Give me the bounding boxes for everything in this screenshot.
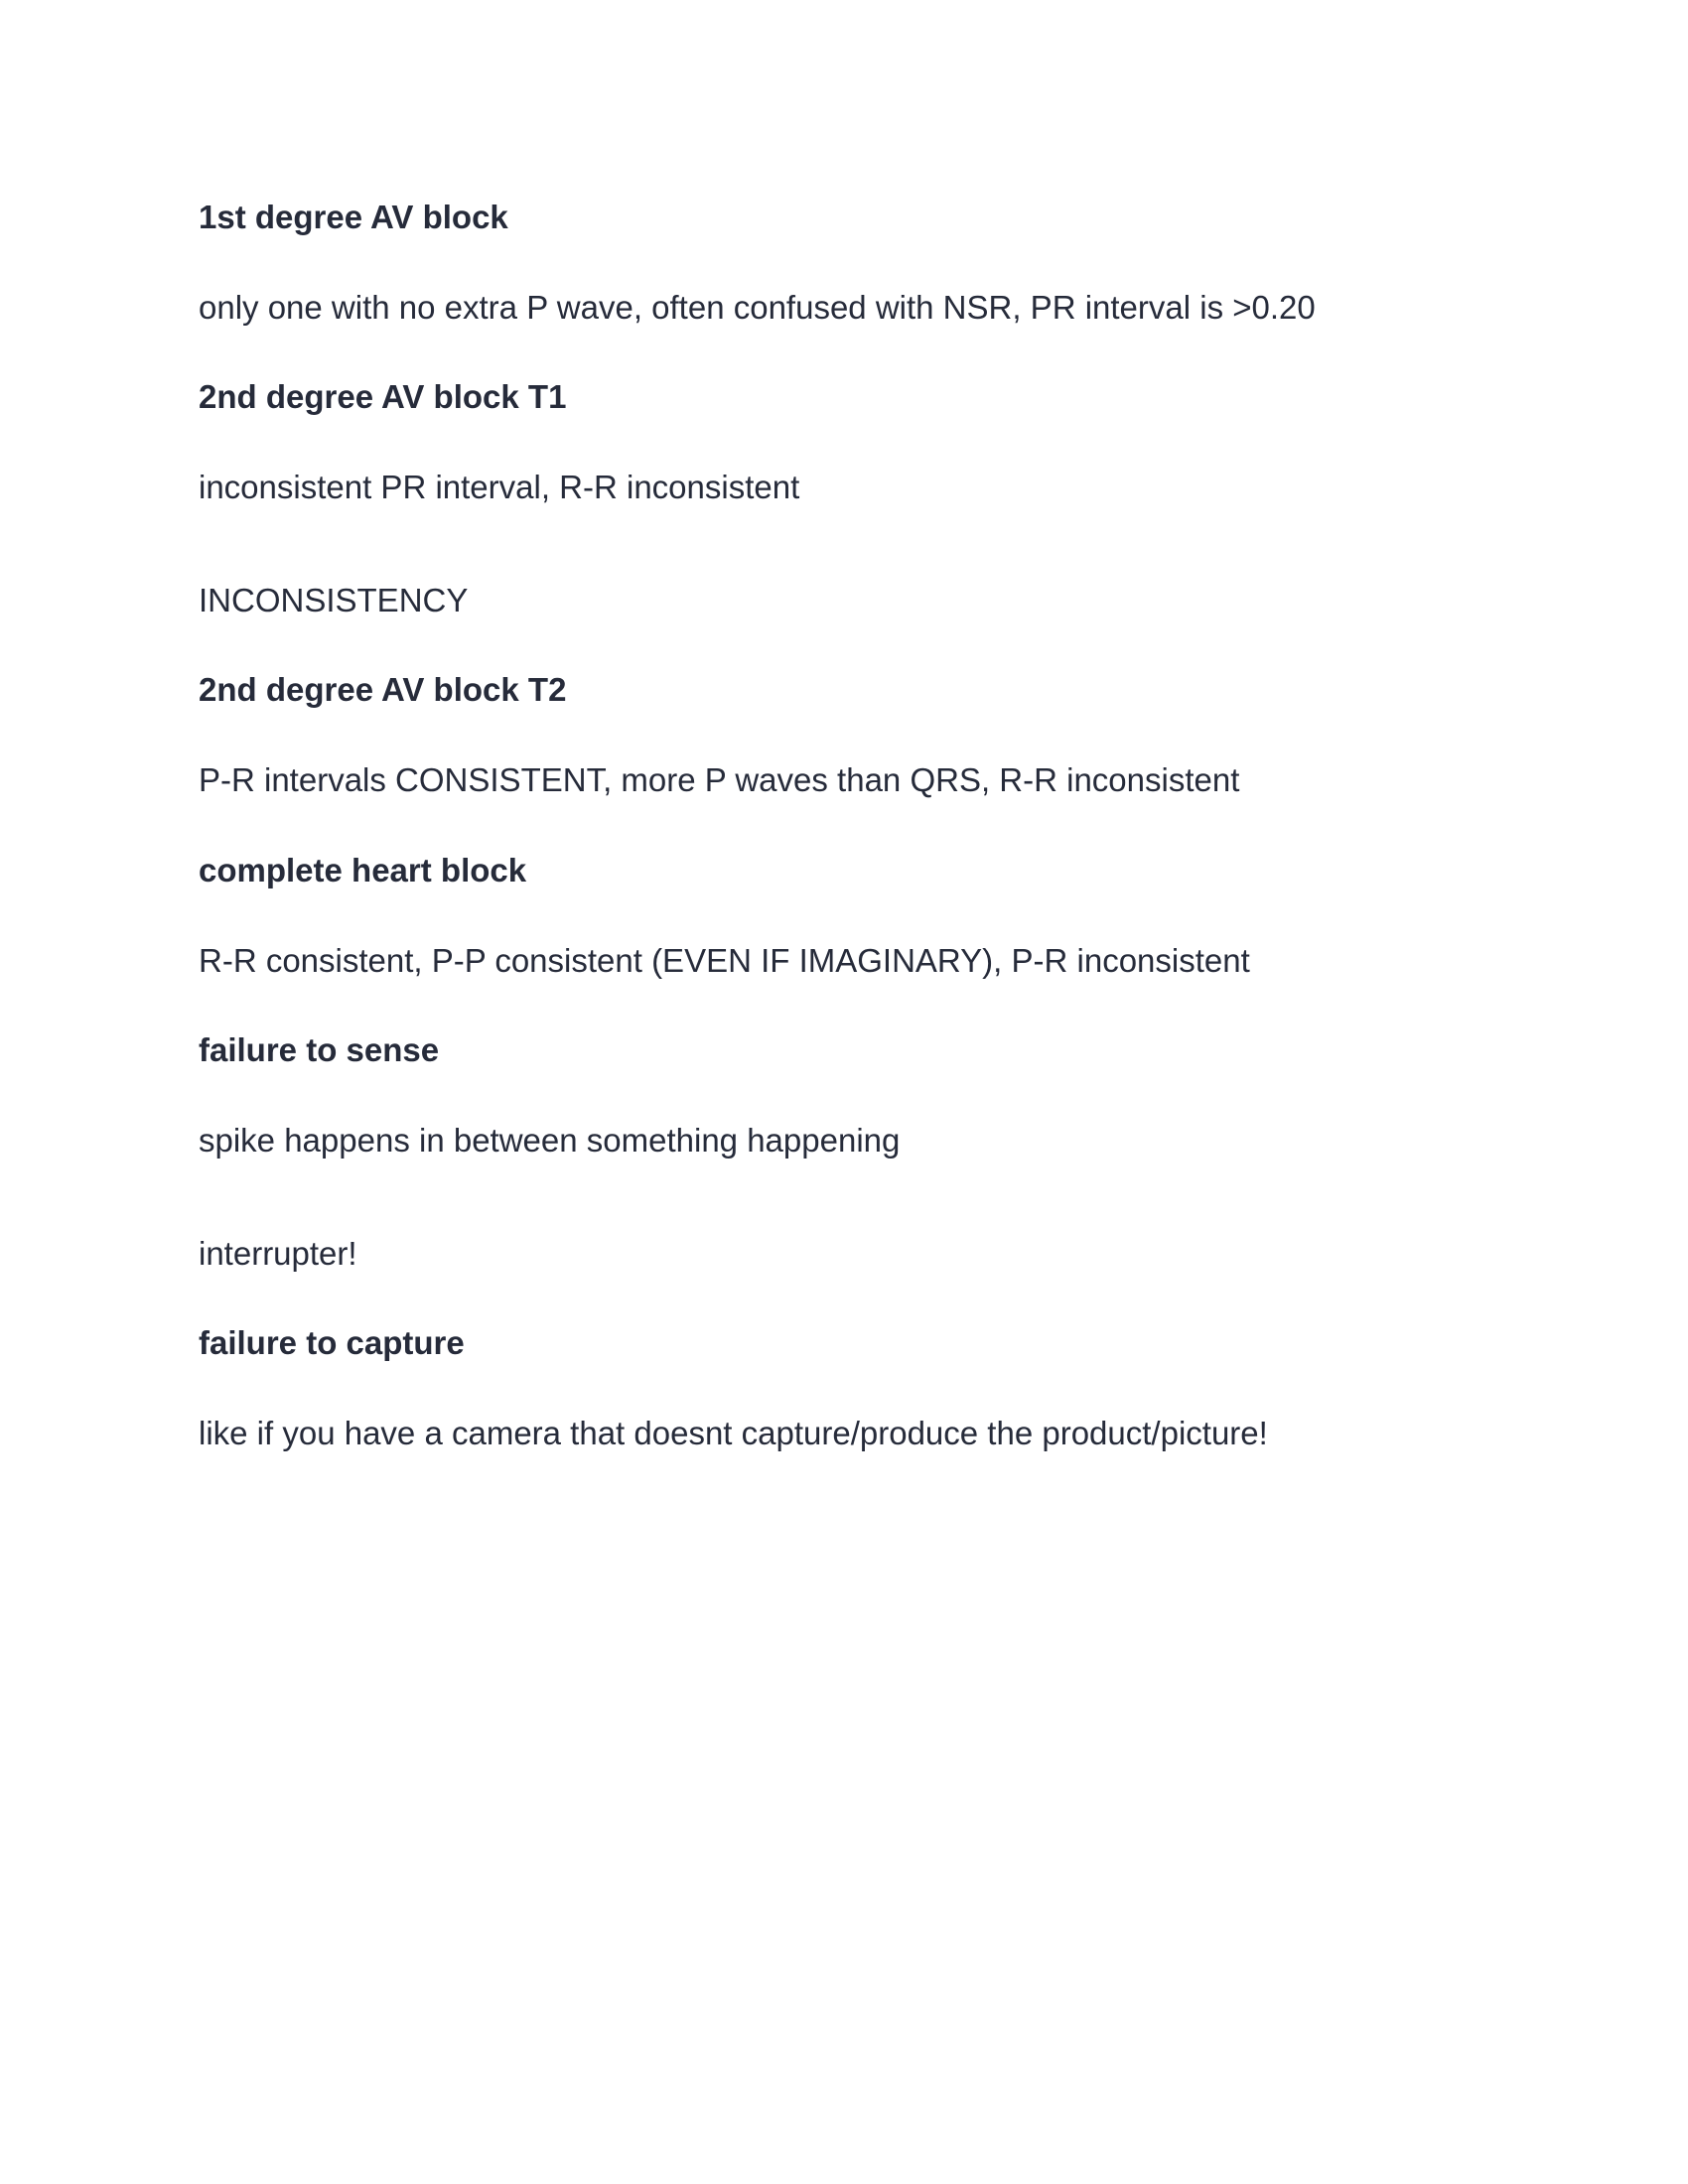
term-1st-degree-av-block: 1st degree AV block [199,199,508,235]
term-2nd-degree-av-block-t2: 2nd degree AV block T2 [199,671,567,708]
term-failure-to-capture: failure to capture [199,1324,465,1361]
term-complete-heart-block: complete heart block [199,852,527,888]
definition-failure-to-sense: spike happens in between something happening [199,1122,901,1159]
definition-failure-to-capture: like if you have a camera that doesnt capture/produce the product/picture! [199,1415,1268,1451]
definition-2nd-degree-av-block-t1: inconsistent PR interval, R-R inconsistent [199,469,800,505]
definition-2nd-degree-av-block-t2: P-R intervals CONSISTENT, more P waves than QRS, R-R inconsistent [199,761,1240,798]
definition-complete-heart-block: R-R consistent, P-P consistent (EVEN IF IMAGINARY), P-R inconsistent [199,942,1250,979]
definition-1st-degree-av-block: only one with no extra P wave, often confused with NSR, PR interval is >0.20 [199,289,1316,326]
definition-failure-to-sense-note: interrupter! [199,1235,357,1272]
definition-2nd-degree-av-block-t1-note: INCONSISTENCY [199,582,469,618]
term-failure-to-sense: failure to sense [199,1031,440,1068]
term-2nd-degree-av-block-t1: 2nd degree AV block T1 [199,378,567,415]
